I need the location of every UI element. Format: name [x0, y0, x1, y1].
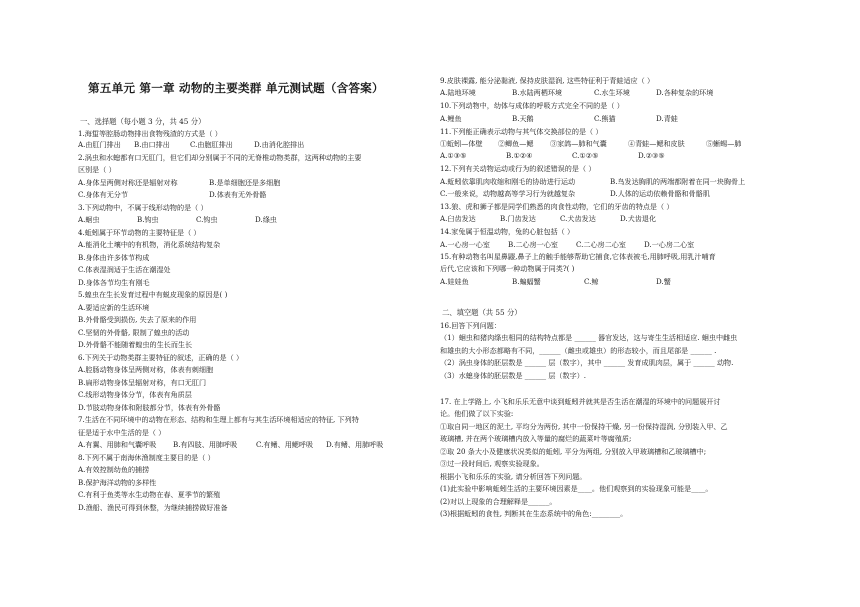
option: A.陆地环境 [440, 88, 476, 97]
option: D.身体各节均生有刚毛 [78, 278, 150, 287]
question-7-cont: 征是适于水中生活的是（ ） [78, 428, 166, 437]
question-1-options [78, 140, 304, 149]
option: C.水生环境 [594, 88, 630, 97]
option: C.犬齿发达 [560, 214, 596, 223]
question-13: 13.狼、虎和狮子都是同学们熟悉的肉食性动物，它们的牙齿的特点是（ ） [440, 202, 674, 211]
question-4: 4.蚯蚓属于环节动物的主要特征是（ ） [78, 228, 201, 237]
option: A.能消化土壤中的有机物，消化系统结构复杂 [78, 240, 221, 249]
question-11-options [440, 151, 665, 160]
item: ④青蛙—鳃和皮肤 [628, 139, 685, 148]
experiment-step-3: ③过一段时间后, 观察实验现象。 [440, 459, 544, 468]
question-3-options [78, 215, 277, 224]
question-7-options [78, 440, 383, 449]
question-16-part-1-cont: 和雄虫的大小形态都略有不同，______（雌虫或雄虫）的形态较小，而且尾部是 ______ . [440, 346, 717, 355]
option: D.体表有无外骨骼 [209, 190, 267, 199]
option: C.有鳍、用鳃呼吸 [256, 440, 314, 449]
question-13-options [440, 214, 656, 223]
question-3: 3.下列动物中，不属于线形动物的是（ ） [78, 203, 208, 212]
option: B.保护海洋动物的多样性 [78, 478, 157, 487]
question-8: 8.下列不属于南海休渔制度主要目的是（ ） [78, 453, 215, 462]
option: C.钩虫 [196, 215, 218, 224]
option: B.由口排出 [134, 140, 170, 149]
item: ③家鸽—肺和气囊 [550, 139, 607, 148]
section-heading-fill: 二、填空题（共 55 分） [442, 308, 522, 317]
option: C.二心房二心室 [576, 240, 626, 249]
question-16-part-3: （3）水螅身体的胚层数是 ______ 层（数字）. [440, 371, 587, 380]
question-2-options [78, 190, 266, 199]
option: D.一心房二心室 [644, 240, 695, 249]
option: D.各种复杂的环境 [656, 88, 714, 97]
question-17-part-2: (2)对以上现象的合理解释是______。 [440, 497, 557, 506]
option: A.由肛门排出 [78, 140, 121, 149]
option: D.外骨骼不能随着蝗虫的生长而生长 [78, 340, 193, 349]
option: A.①③⑤ [440, 151, 467, 160]
option: C.体表湿润适于生活在潮湿处 [78, 265, 171, 274]
option: A.一心房一心室 [440, 240, 490, 249]
option: B.门齿发达 [500, 214, 536, 223]
option: C.身体有无分节 [78, 190, 128, 199]
question-16-part-1: （1）蛔虫和猪肉绦虫相同的结构特点都是 ______ 器官发达，这与寄生生活相适应. 蛔虫中雌虫 [440, 333, 738, 342]
question-17-cont: 论。他们做了以下实验: [440, 409, 514, 418]
option: A.身体呈两侧对称还是辐射对称 [78, 178, 178, 187]
option: B.①②④ [506, 151, 533, 160]
section-heading-choice: 一、选择题（每小题 3 分，共 45 分） [80, 117, 206, 126]
option: D.由消化腔排出 [254, 140, 305, 149]
question-12: 12.下列有关动物运动或行为的叙述错误的是（ ） [440, 164, 596, 173]
question-14: 14.家兔属于恒温动物，兔的心脏包括（ ） [440, 227, 575, 236]
question-9: 9.皮肤裸露, 能分泌黏液, 保持皮肤湿润, 这些特征利于青蛙适应（ ） [440, 76, 655, 85]
item: ⑤蜥蜴—肺 [706, 139, 742, 148]
option: C.熊猫 [594, 114, 616, 123]
option: D.有鳍、用肺呼吸 [326, 440, 384, 449]
question-12-options [440, 189, 710, 198]
option: A.鲤鱼 [440, 114, 462, 123]
question-15-cont: 后代,它应该和下列哪一种动物属于同类?( ) [440, 264, 575, 273]
question-17-prompt: 根据小飞和乐乐的实验, 请分析回答下列问题。 [440, 472, 587, 481]
option: B.二心房一心室 [508, 240, 559, 249]
option: C.由胞肛排出 [190, 140, 233, 149]
option: C.鲸 [584, 277, 599, 286]
question-11-items [440, 139, 741, 148]
question-14-options [440, 240, 694, 249]
question-17-part-1: (1)此实验中影响蚯蚓生活的主要环境因素是____。他们观察到的实验现象可能是____。 [440, 484, 713, 493]
page-title: 第五单元 第一章 动物的主要类群 单元测试题（含答案） [88, 81, 384, 95]
option: D.渔船、渔民可得到休整，为继续捕捞做好准备 [78, 503, 228, 512]
question-6: 6.下列关于动物类群主要特征的叙述，正确的是（ ） [78, 353, 244, 362]
question-7: 7.生活在不同环境中的动物在形态、结构和生理上都有与其生活环境相适应的特征, 下列特 [78, 415, 359, 424]
option: C.有利于鱼类等水生动物在春、夏季节的繁殖 [78, 490, 221, 499]
question-2: 2.涡虫和水螅都有口无肛门，但它们却分别属于不同的无脊椎动物类群，这两种动物的主要 [78, 153, 362, 162]
option: A.有翼、用肺和气囊呼吸 [78, 440, 157, 449]
option: C.一般来说，动物越高等学习行为就越复杂 [440, 189, 576, 198]
question-17: 17. 在上学路上, 小飞和乐乐无意中谈到蚯蚓并就其是否生活在潮湿的环境中的问题展开讨 [440, 397, 721, 406]
experiment-step-1-cont: 玻璃槽, 并在两个玻璃槽内放入等量的腐烂的蔬菜叶等腐殖质; [440, 434, 632, 443]
option: B.水陆两栖环境 [512, 88, 563, 97]
question-2-cont: 区别是（ ） [78, 165, 116, 174]
option: D.青蛙 [656, 114, 678, 123]
question-5: 5.蝗虫在生长发育过程中有蜕皮现象的原因是( ) [78, 290, 228, 299]
question-10: 10.下列动物中，幼体与成体的呼吸方式完全不同的是（ ） [440, 101, 624, 110]
question-10-options [440, 114, 678, 123]
question-9-options [440, 88, 713, 97]
option: B.钩虫 [137, 215, 159, 224]
option: A.有效控制幼鱼的捕捞 [78, 465, 150, 474]
question-17-part-3: (3)根据蚯蚓的食性, 判断其在生态系统中的角色:________。 [440, 509, 628, 518]
option: C.线形动物身体分节，体表有角质层 [78, 390, 192, 399]
experiment-step-1: ①取自同一地区的泥土, 平均分为两份, 其中一份保持干燥, 另一份保持湿润, 分别装入甲、乙 [440, 422, 728, 431]
option: A.臼齿发达 [440, 214, 476, 223]
option: D.节肢动物身体和附肢都分节，体表有外骨骼 [78, 403, 221, 412]
option: D.蟹 [656, 277, 671, 286]
option: B.天鹅 [512, 114, 534, 123]
option: B.鸟发达胸肌的两端都附着在同一块胸骨上 [610, 177, 746, 186]
question-15: 15.有种动物名叫星鼻鼹,鼻子上的触手能够帮助它捕食,它体表被毛,用肺呼吸,用乳汁哺育 [440, 252, 716, 261]
option: C.①②⑤ [572, 151, 599, 160]
option: A.腔肠动物身体呈两侧对称，体表有刺细胞 [78, 365, 214, 374]
option: D.人体的运动依赖骨骼和骨骼肌 [610, 189, 710, 198]
option: B.有四肢、用肺呼吸 [173, 440, 238, 449]
option: A.娃娃鱼 [440, 277, 469, 286]
question-2-options [78, 178, 280, 187]
option: D.②③⑤ [638, 151, 665, 160]
option: A.蚯蚓依靠肌肉收缩和刚毛的协助进行运动 [440, 177, 576, 186]
option: B.蝙蝠蟹 [512, 277, 541, 286]
option: A.蛔虫 [78, 215, 100, 224]
option: D.绦虫 [255, 215, 277, 224]
item: ②鲫鱼—鳃 [498, 139, 534, 148]
question-12-options [440, 177, 745, 186]
question-16-part-2: （2）涡虫身体的胚层数是 ______ 层（数字），其中 ______ 发育成肌肉层，属于 ______ 动物. [440, 358, 734, 367]
question-11: 11.下列能正确表示动物与其气体交换部位的是（ ） [440, 127, 603, 136]
option: B.身体由许多体节构成 [78, 253, 150, 262]
experiment-step-2: ②取 20 条大小及健康状况类似的蚯蚓, 平分为两组, 分别放入甲玻璃槽和乙玻璃槽中; [440, 447, 707, 456]
question-15-options [440, 277, 671, 286]
option: C.坚韧的外骨骼, 限制了蝗虫的活动 [78, 328, 190, 337]
option: B.是单细胞还是多细胞 [209, 178, 281, 187]
option: A.要适应新的生活环境 [78, 303, 150, 312]
option: D.犬齿退化 [620, 214, 657, 223]
question-1: 1.海蜇等腔肠动物排出食物残渣的方式是（ ） [78, 129, 222, 138]
option: B.外骨骼受到损伤, 失去了原来的作用 [78, 315, 197, 324]
item: ①蚯蚓—体壁 [440, 139, 483, 148]
option: B.扁形动物身体呈辐射对称，有口无肛门 [78, 378, 207, 387]
question-16: 16.回答下列问题： [440, 321, 501, 330]
